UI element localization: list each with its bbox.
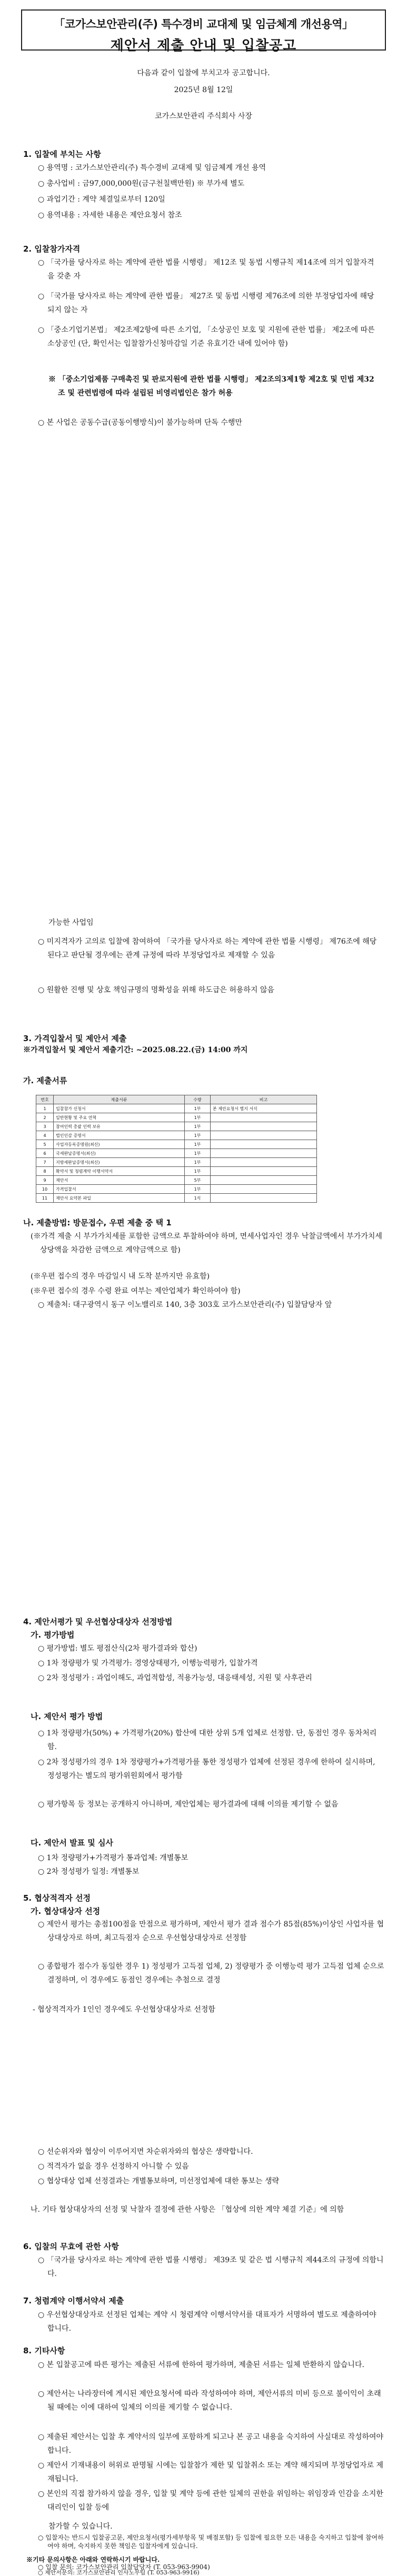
cell-qty: 1부 [185, 1167, 211, 1176]
th-qty: 수량 [185, 1095, 211, 1104]
section-5-title: 5. 협상적격자 선정 [23, 1893, 91, 1903]
sec1-item-1: ○ 용역명 : 코가스보안관리(주) 특수경비 교대제 및 임금체계 개선 용역 [38, 164, 266, 172]
cell-qty: 1부 [185, 1149, 211, 1158]
sec3-sub-b: 나. 제출방법: 방문접수, 우편 제출 중 택 1 [23, 1218, 172, 1227]
cell-no: 6 [36, 1149, 54, 1158]
table-row [36, 1176, 317, 1185]
cell-no: 1 [36, 1104, 54, 1113]
cell-no: 9 [36, 1176, 54, 1185]
sec2-p3: ○ 「중소기업기본법」 제2조제2항에 따른 소기업, 「소상공인 보호 및 지원에 관한 법률」 제2조에 따른 소상공인 (단, 확인서는 입찰참가신청마감일 기준 유효기간 내에 있어야 함) [38, 326, 375, 348]
cell-doc: 가격입찰서 [54, 1185, 185, 1194]
cell-qty: 1부 [185, 1158, 211, 1167]
sec4-c1: ○ 1차 정량평가+가격평가 통과업체: 개별통보 [38, 1854, 188, 1862]
sec1-item-3: ○ 과업기간 : 계약 체결일로부터 120일 [38, 195, 165, 204]
document-table [36, 1095, 317, 1203]
cell-qty: 5부 [185, 1176, 211, 1185]
sec8-p5-cont: 참가할 수 있습니다. [48, 2522, 113, 2531]
sec8-p3: ○ 제출된 제안서는 입찰 후 계약서의 일부에 포함하게 되고나 본 공고 내용을 숙지하여 사실대로 작성하여야 합니다. [38, 2433, 384, 2455]
cell-doc: 제안서 요약본 파일 [54, 1194, 185, 1203]
table-row [36, 1185, 317, 1194]
sec2-p2: ○ 「국가를 당사자로 하는 계약에 관한 법률」 제27조 및 동법 시행령 제76조에 의한 부정당업자에 해당되지 않는 자 [38, 292, 374, 314]
sec6-p1: ○ 「국가를 당사자로 하는 계약에 관한 법률 시행령」 제39조 및 같은 법 시행규칙 제44조의 규정에 의함니다. [38, 2256, 384, 2278]
sec2-p6: ○ 원활한 진행 및 상호 책임규명의 명확성을 위해 하도급은 허용하지 않음 [38, 986, 274, 994]
cell-doc: 사업자등록증명원(최신) [54, 1140, 185, 1149]
sec4-sub-c: 다. 제안서 발표 및 심사 [31, 1838, 113, 1848]
cell-note [211, 1149, 317, 1158]
sec4-a2: ○ 1차 정량평가 및 가격평가: 경영상태평가, 이행능력평가, 입찰가격 [38, 1659, 258, 1668]
sec4-a1: ○ 평가방법: 별도 평점산식(2차 평가결과와 합산) [38, 1644, 197, 1653]
cell-qty: 1부 [185, 1104, 211, 1113]
table-row [36, 1194, 317, 1203]
sec5-p3-1: ○ 선순위자와 협상이 이루어지면 차순위자와의 협상은 생략합니다. [38, 2148, 253, 2156]
section-2-title: 2. 입찰참가자격 [23, 244, 81, 254]
sec4-a3: ○ 2차 정성평가 : 과업이해도, 과업적합성, 적용가능성, 대응태세성, 지원 및 사후관리 [38, 1674, 312, 1682]
cell-no: 4 [36, 1131, 54, 1140]
sec2-p3-note: ※ 「중소기업제품 구매촉진 및 판로지원에 관한 법률 시행령」 제2조의3제1항 제2호 및 민법 제32조 및 관련법령에 따라 설립된 비영리법인은 참가 허용 [48, 375, 374, 397]
section-6-title: 6. 입찰의 무효에 관한 사항 [23, 2242, 119, 2251]
cell-note: 본 제안요청서 별지 서식 [211, 1104, 317, 1113]
cell-doc: 입찰참가 신청서 [54, 1104, 185, 1113]
cell-doc: 법인인감 증명서 [54, 1131, 185, 1140]
table-row [36, 1122, 317, 1131]
sec1-item-4: ○ 용역내용 : 자세한 내용은 제안요청서 참조 [38, 211, 182, 219]
section-8-title: 8. 기타사항 [23, 2346, 65, 2355]
title-sub: 제안서 제출 안내 및 입찰공고 [110, 38, 297, 54]
sec3-sub-a: 가. 제출서류 [23, 1076, 67, 1085]
th-no: 번호 [36, 1095, 54, 1104]
sec2-p4-cont: 가능한 사업임 [48, 918, 94, 927]
intro-issuer: 코가스보안관리 주식회사 사장 [155, 112, 252, 121]
table-row [36, 1104, 317, 1113]
contact-title: ※기타 문의사항은 아래와 연락하시기 바랍니다. [26, 2556, 160, 2563]
cell-note [211, 1158, 317, 1167]
cell-note [211, 1113, 317, 1122]
page-2 [0, 895, 407, 1597]
cell-no: 2 [36, 1113, 54, 1122]
cell-qty: 1부 [185, 1113, 211, 1122]
sec8-p2: ○ 제안서는 나라장터에 게시된 제안요청서에 따라 작성하여야 하며, 제안서류의 미비 등으로 불이익이 초래될 때에는 이에 대하여 일체의 이의를 제기할 수 없습니다. [38, 2390, 381, 2412]
cell-qty: 1부 [185, 1122, 211, 1131]
table-row [36, 1149, 317, 1158]
table-row [36, 1167, 317, 1176]
sec8-p6: ○ 입찰자는 반드시 입찰공고문, 제안요청서(평가세부항목 및 배점포함) 등 입찰에 필요한 모든 내용을 숙지하고 입찰에 참여하여야 하며, 숙지하지 못한 책임은 입찰자에게 있습니다. [38, 2534, 384, 2550]
cell-no: 10 [36, 1185, 54, 1194]
title-main: 「코가스보안관리(주) 특수경비 교대제 및 임금체계 개선용역」 [54, 18, 353, 31]
sec3-b1: (※가격 제출 시 부가가치세를 포함한 금액으로 투찰하여야 하며, 면세사업자인 경우 낙찰금액에서 부가가치세 상당액을 차감한 금액으로 계약금액으로 함) [31, 1232, 382, 1254]
sec5-a1: ○ 제안서 평가는 총점100점을 만점으로 평가하며, 제안서 평가 결과 점수가 85점(85%)이상인 사업자를 협상대상자로 하며, 최고득점자 순으로 우선협상대상자로 선정함 [38, 1920, 384, 1942]
cell-no: 5 [36, 1140, 54, 1149]
page-1 [0, 0, 407, 895]
cell-no: 8 [36, 1167, 54, 1176]
sec4-c2: ○ 2차 정성평가 일정: 개별통보 [38, 1868, 140, 1876]
sec2-p1: ○ 「국가를 당사자로 하는 계약에 관한 법률 시행령」 제12조 및 동법 시행규칙 제14조에 의거 입찰자격을 갖춘 자 [38, 258, 374, 281]
sec7-p1: ○ 우선협상대상자로 선정된 업체는 계약 시 청렴계약 이행서약서를 대표자가 서명하여 별도로 제출하여야 합니다. [38, 2311, 376, 2333]
cell-note [211, 1122, 317, 1131]
section-3-title: 3. 가격입찰서 및 제안서 제출 [23, 1034, 127, 1043]
table-header-row [36, 1095, 317, 1104]
cell-no: 3 [36, 1122, 54, 1131]
cell-doc: 제안서 [54, 1176, 185, 1185]
cell-note [211, 1167, 317, 1176]
contact-proposal: ○ 제안서문의: 코가스보안관리 인사노무팀 (T. 053-963-9916) [38, 2569, 200, 2576]
sec3-deadline: ※가격입찰서 및 제안서 제출기간: ~2025.08.22.(금) 14:00 까지 [23, 1046, 248, 1054]
cell-doc: 확약서 및 청렴계약 이행서약서 [54, 1167, 185, 1176]
intro-lead: 다음과 같이 입찰에 부치고자 공고합니다. [137, 69, 270, 77]
sec8-p1: ○ 본 입찰공고에 따른 평가는 제출된 서류에 한하여 평가하며, 제출된 서류는 일체 반환하지 않습니다. [38, 2361, 364, 2369]
cell-qty: 1식 [185, 1194, 211, 1203]
sec4-sub-a: 가. 평가방법 [31, 1630, 75, 1640]
table-row [36, 1140, 317, 1149]
table-row [36, 1131, 317, 1140]
sec8-p5: ○ 본인의 직접 참가하지 않을 경우, 입찰 및 계약 등에 관한 일체의 권한을 위임하는 위임장과 인감을 소지한 대리인이 입찰 등에 [38, 2490, 383, 2512]
sec1-item-2: ○ 총사업비 : 금97,000,000원(금구천칠백만원) ※ 부가세 별도 [38, 179, 245, 188]
sec3-b2: (※우편 접수의 경우 마감일시 내 도착 분까지만 유효함) [31, 1272, 210, 1281]
sec5-p3-2: ○ 적격자가 없을 경우 선정하지 아니할 수 있음 [38, 2162, 189, 2171]
th-note: 비고 [211, 1095, 317, 1104]
sec4-b3: ○ 평가항목 등 정보는 공개하지 아니하며, 제안업체는 평가결과에 대해 이의를 제기할 수 없음 [38, 1800, 339, 1809]
sec2-p5: ○ 미지격자가 고의로 입찰에 참여하여 「국가를 당사자로 하는 계약에 관한 법률 시행령」 제76조에 해당된다고 판단될 경우에는 관계 규정에 따라 부정당업자로 제재할 수 있음 [38, 937, 377, 960]
table-row [36, 1158, 317, 1167]
sec4-sub-b: 나. 제안서 평가 방법 [31, 1712, 103, 1721]
cell-qty: 1부 [185, 1185, 211, 1194]
sec5-sub-a: 가. 협상대상자 선정 [31, 1906, 101, 1916]
sec3-b4: ○ 제출처: 대구광역시 동구 이노밸리로 140, 3층 303호 코가스보안관리(주) 입찰담당자 앞 [38, 1301, 332, 1309]
sec5-a2: ○ 종합평가 점수가 동일한 경우 1) 정성평가 고득점 업체, 2) 정량평가 중 이행능력 평가 고득점 업체 순으로 결정하며, 이 경우에도 동점인 경우에는 추첨으로 결정 [38, 1962, 384, 1984]
cell-doc: 지방세완납증명서(최신) [54, 1158, 185, 1167]
sec2-p4: ○ 본 사업은 공동수급(공동이행방식)이 불가능하며 단독 수행만 [38, 418, 242, 427]
cell-doc: 참여인력 총괄 인력 보유 [54, 1122, 185, 1131]
cell-no: 11 [36, 1194, 54, 1203]
sec4-b1: ○ 1차 정량평가(50%) + 가격평가(20%) 합산에 대한 상위 5개 업체로 선정함. 단, 동점인 경우 동차처리함. [38, 1729, 377, 1751]
cell-note [211, 1194, 317, 1203]
cell-note [211, 1185, 317, 1194]
intro-date: 2025년 8월 12일 [174, 86, 233, 94]
cell-note [211, 1176, 317, 1185]
cell-doc: 일반현황 및 주요 연혁 [54, 1113, 185, 1122]
cell-no: 7 [36, 1158, 54, 1167]
section-1-title: 1. 입찰에 부치는 사항 [23, 149, 101, 159]
cell-qty: 1부 [185, 1131, 211, 1140]
sec5-a3: - 협상적격자가 1인인 경우에도 우선협상대상자로 선정함 [33, 2005, 215, 2014]
cell-note [211, 1140, 317, 1149]
table-row [36, 1113, 317, 1122]
sec4-b2: ○ 2차 정성평가의 경우 1차 정량평가+가격평가를 통한 정성평가 업체에 선정된 경우에 한하여 실시하며, 정성평가는 별도의 평가위원회에서 평가함 [38, 1758, 375, 1780]
cell-note [211, 1131, 317, 1140]
sec5-sub-b: 나. 기타 협상대상자의 선정 및 낙찰자 결정에 관한 사항은 「협상에 의한 계약 체결 기준」에 의함 [31, 2205, 344, 2214]
sec5-p3-3: ○ 협상대상 업체 선정결과는 개별통보하며, 미선정업체에 대한 통보는 생략 [38, 2177, 279, 2185]
cell-doc: 국세완납증명서(최신) [54, 1149, 185, 1158]
th-doc: 제출서류 [54, 1095, 185, 1104]
section-7-title: 7. 청렴계약 이행서약서 제출 [23, 2296, 124, 2305]
page-3 [0, 1597, 407, 2576]
contact-bid: ○ 입찰 문의: 코가스보안관리 입찰담당자 (T. 053-963-9904) [38, 2563, 210, 2571]
section-4-title: 4. 제안서평가 및 우선협상대상자 선정방법 [23, 1617, 173, 1626]
sec8-p4: ○ 제안서 기재내용이 허위로 판명될 시에는 입찰참가 제한 및 입찰취소 또는 계약 해지되며 부정당업자로 제재됩니다. [38, 2461, 384, 2483]
sec3-b3: (※우편 접수의 경우 수령 완료 여부는 제안업체가 확인하여야 함) [31, 1287, 241, 1295]
cell-qty: 1부 [185, 1140, 211, 1149]
title-box [21, 9, 386, 54]
